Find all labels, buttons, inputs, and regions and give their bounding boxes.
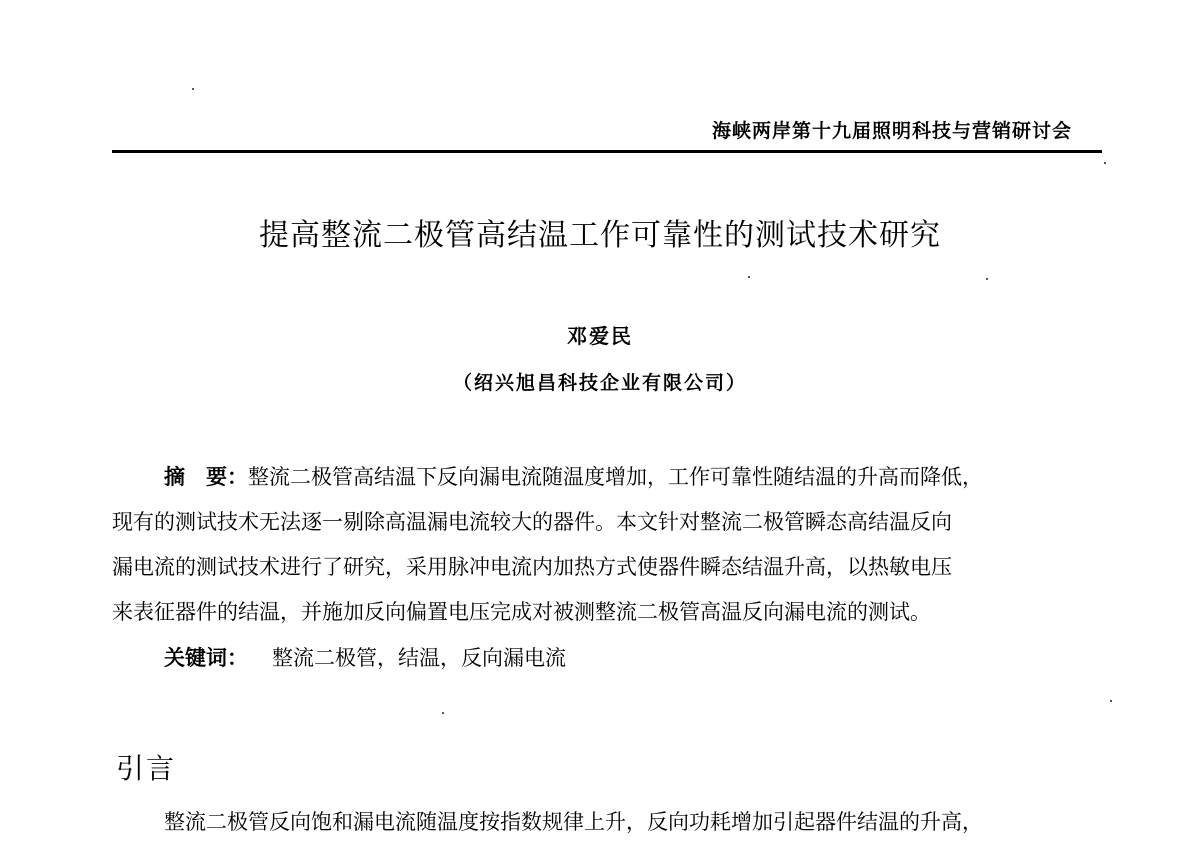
running-header: 海峡两岸第十九届照明科技与营销研讨会	[711, 120, 1072, 142]
abstract-label: 摘 要：	[164, 465, 248, 489]
keywords-label: 关键词：	[164, 646, 248, 670]
section-paragraph: 整流二极管反向饱和漏电流随温度按指数规律上升，反向功耗增加引起器件结温的升高，	[164, 810, 983, 834]
abstract-line: 现有的测试技术无法逐一剔除高温漏电流较大的器件。本文针对整流二极管瞬态高结温反向	[112, 510, 952, 534]
scan-speck	[986, 278, 988, 280]
keywords-value: 整流二极管，结温，反向漏电流	[272, 646, 566, 670]
abstract	[112, 455, 1102, 635]
paper-title: 提高整流二极管高结温工作可靠性的测试技术研究	[259, 218, 941, 253]
author-name: 邓爱民	[567, 324, 633, 348]
scan-speck	[1110, 700, 1112, 702]
scan-speck	[192, 88, 194, 90]
scan-speck	[442, 712, 444, 714]
abstract-line: 来表征器件的结温，并施加反向偏置电压完成对被测整流二极管高温反向漏电流的测试。	[112, 600, 931, 624]
abstract-line: 漏电流的测试技术进行了研究，采用脉冲电流内加热方式使器件瞬态结温升高，以热敏电压	[112, 555, 952, 579]
scan-speck	[1104, 162, 1106, 164]
keywords	[164, 642, 566, 672]
abstract-text: 整流二极管高结温下反向漏电流随温度增加，工作可靠性随结温的升高而降低，	[248, 465, 983, 489]
section-heading: 引言	[116, 752, 177, 785]
abstract-line	[112, 455, 1102, 500]
scan-speck	[748, 276, 750, 278]
header-rule	[112, 150, 1102, 153]
author-affiliation: （绍兴旭昌科技企业有限公司）	[452, 372, 747, 394]
